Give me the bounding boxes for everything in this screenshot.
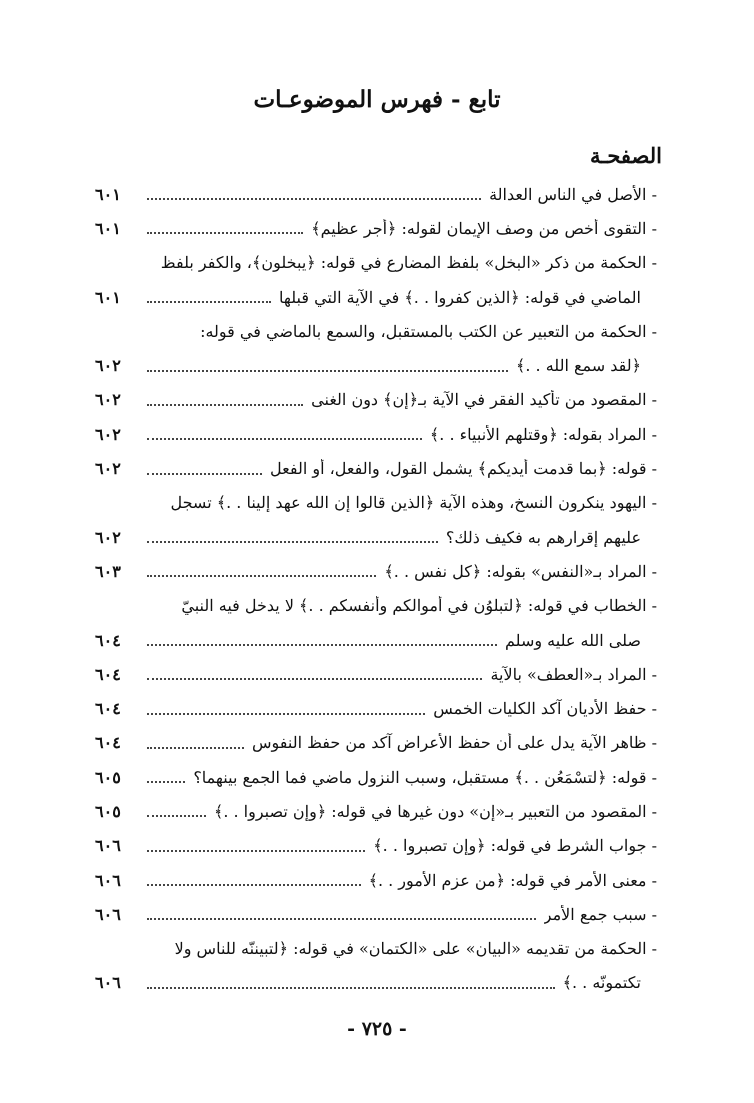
index-entries — [95, 177, 657, 1000]
page-column-header: الصفحـة — [589, 143, 662, 168]
page-ref: ٦٠٣ — [95, 561, 121, 581]
index-entry — [95, 486, 657, 520]
entry-text: - حفظ الأديان آكد الكليات الخمس — [433, 699, 657, 719]
index-entry — [95, 691, 657, 725]
index-entry — [95, 760, 657, 794]
entry-text: - المراد بقوله: ﴿وقتلهم الأنبياء . .﴾ — [429, 424, 657, 444]
entry-text: - جواب الشرط في قوله: ﴿وإن تصبروا . .﴾ — [373, 836, 657, 856]
leader-dots — [147, 394, 303, 406]
page-ref: ٦٠٢ — [95, 527, 121, 547]
entry-text: - المقصود من التعبير بـ«إن» دون غيرها في قوله: ﴿وإن تصبروا . .﴾ — [213, 801, 657, 821]
leader-dots — [147, 463, 262, 475]
page-ref: ٦٠١ — [95, 218, 121, 238]
page-ref: ٦٠٤ — [95, 699, 121, 719]
index-entry — [95, 657, 657, 691]
leader-dots — [147, 360, 508, 372]
index-entry — [95, 314, 657, 348]
leader-dots — [147, 805, 206, 817]
page-ref: ٦٠٦ — [95, 836, 121, 856]
leader-dots — [147, 222, 303, 234]
index-entry — [95, 211, 657, 245]
index-entry-continuation — [95, 520, 657, 554]
page-title: تابع - فهرس الموضوعـات — [253, 86, 501, 113]
index-entry-continuation — [95, 348, 657, 382]
index-entry — [95, 246, 657, 280]
page-ref: ٦٠٢ — [95, 424, 121, 444]
index-entry — [95, 554, 657, 588]
entry-text: - قوله: ﴿بما قدمت أيديكم﴾ يشمل القول، والفعل، أو الفعل — [270, 459, 657, 479]
entry-text: - ظاهر الآية يدل على أن حفظ الأعراض آكد من حفظ النفوس — [251, 733, 657, 753]
page-ref: ٦٠٦ — [95, 870, 121, 890]
leader-dots — [147, 531, 438, 543]
page-ref: ٦٠٢ — [95, 390, 121, 410]
index-entry — [95, 451, 657, 485]
leader-dots — [147, 428, 422, 440]
leader-dots — [147, 874, 361, 886]
entry-text: - الحكمة من التعبير عن الكتب بالمستقبل، والسمع بالماضي في قوله: — [200, 321, 657, 341]
entry-text: - المقصود من تأكيد الفقر في الآية بـ﴿إن﴾ دون الغنى — [311, 390, 657, 410]
entry-text: - اليهود ينكرون النسخ، وهذه الآية ﴿الذين قالوا إن الله عهد إلينا . .﴾ تسجل — [170, 493, 657, 513]
page-ref: ٦٠١ — [95, 287, 121, 307]
leader-dots — [147, 840, 365, 852]
leader-dots — [147, 668, 482, 680]
index-entry — [95, 829, 657, 863]
page-ref: ٦٠٤ — [95, 630, 121, 650]
index-entry — [95, 794, 657, 828]
entry-text: عليهم إقرارهم به فكيف ذلك؟ — [445, 527, 641, 547]
index-entry-continuation — [95, 623, 657, 657]
page-ref: ٦٠٥ — [95, 767, 121, 787]
index-entry — [95, 177, 657, 211]
page-ref: ٦٠١ — [95, 184, 121, 204]
leader-dots — [147, 977, 555, 989]
index-entry-continuation — [95, 280, 657, 314]
page-ref: ٦٠٦ — [95, 904, 121, 924]
index-entry — [95, 726, 657, 760]
entry-text: - المراد بـ«العطف» بالآية — [490, 664, 657, 684]
entry-text: - سبب جمع الأمر — [543, 904, 657, 924]
page-number: - ٧٢٥ - — [347, 1018, 407, 1040]
page-ref: ٦٠٤ — [95, 733, 121, 753]
page-ref: ٦٠٤ — [95, 664, 121, 684]
leader-dots — [147, 291, 271, 303]
index-entry — [95, 897, 657, 931]
index-entry — [95, 589, 657, 623]
entry-text: - قوله: ﴿لتسْمَعُن . .﴾ مستقبل، وسبب النزول ماضي فما الجمع بينهما؟ — [193, 767, 657, 787]
entry-text: صلى الله عليه وسلم — [505, 630, 641, 650]
index-entry — [95, 863, 657, 897]
index-entry — [95, 417, 657, 451]
index-entry — [95, 383, 657, 417]
leader-dots — [147, 737, 244, 749]
entry-text: - الحكمة من تقديمه «البيان» على «الكتمان» في قوله: ﴿لتبيننّه للناس ولا — [174, 939, 657, 959]
leader-dots — [147, 565, 376, 577]
entry-text: - التقوى أخص من وصف الإيمان لقوله: ﴿أجر عظيم﴾ — [311, 218, 657, 238]
leader-dots — [147, 771, 185, 783]
page-ref: ٦٠٢ — [95, 459, 121, 479]
entry-text: الماضي في قوله: ﴿الذين كفروا . .﴾ في الآية التي قبلها — [278, 287, 641, 307]
entry-text: - الحكمة من ذكر «البخل» بلفظ المضارع في قوله: ﴿يبخلون﴾، والكفر بلفظ — [160, 253, 657, 273]
leader-dots — [147, 188, 481, 200]
entry-text: - الخطاب في قوله: ﴿لتبلوُن في أموالكم وأنفسكم . .﴾ لا يدخل فيه النبيّ — [181, 596, 657, 616]
leader-dots — [147, 703, 425, 715]
entry-text: ﴿لقد سمع الله . .﴾ — [516, 356, 641, 376]
index-entry-continuation — [95, 966, 657, 1000]
entry-text: تكتمونّه . .﴾ — [562, 973, 641, 993]
leader-dots — [147, 908, 536, 920]
leader-dots — [147, 634, 497, 646]
page-ref: ٦٠٦ — [95, 973, 121, 993]
entry-text: - الأصل في الناس العدالة — [489, 184, 657, 204]
page-ref: ٦٠٥ — [95, 801, 121, 821]
index-entry — [95, 932, 657, 966]
page-ref: ٦٠٢ — [95, 356, 121, 376]
entry-text: - معنى الأمر في قوله: ﴿من عزم الأمور . .﴾ — [368, 870, 657, 890]
entry-text: - المراد بـ«النفس» بقوله: ﴿كل نفس . .﴾ — [384, 561, 657, 581]
